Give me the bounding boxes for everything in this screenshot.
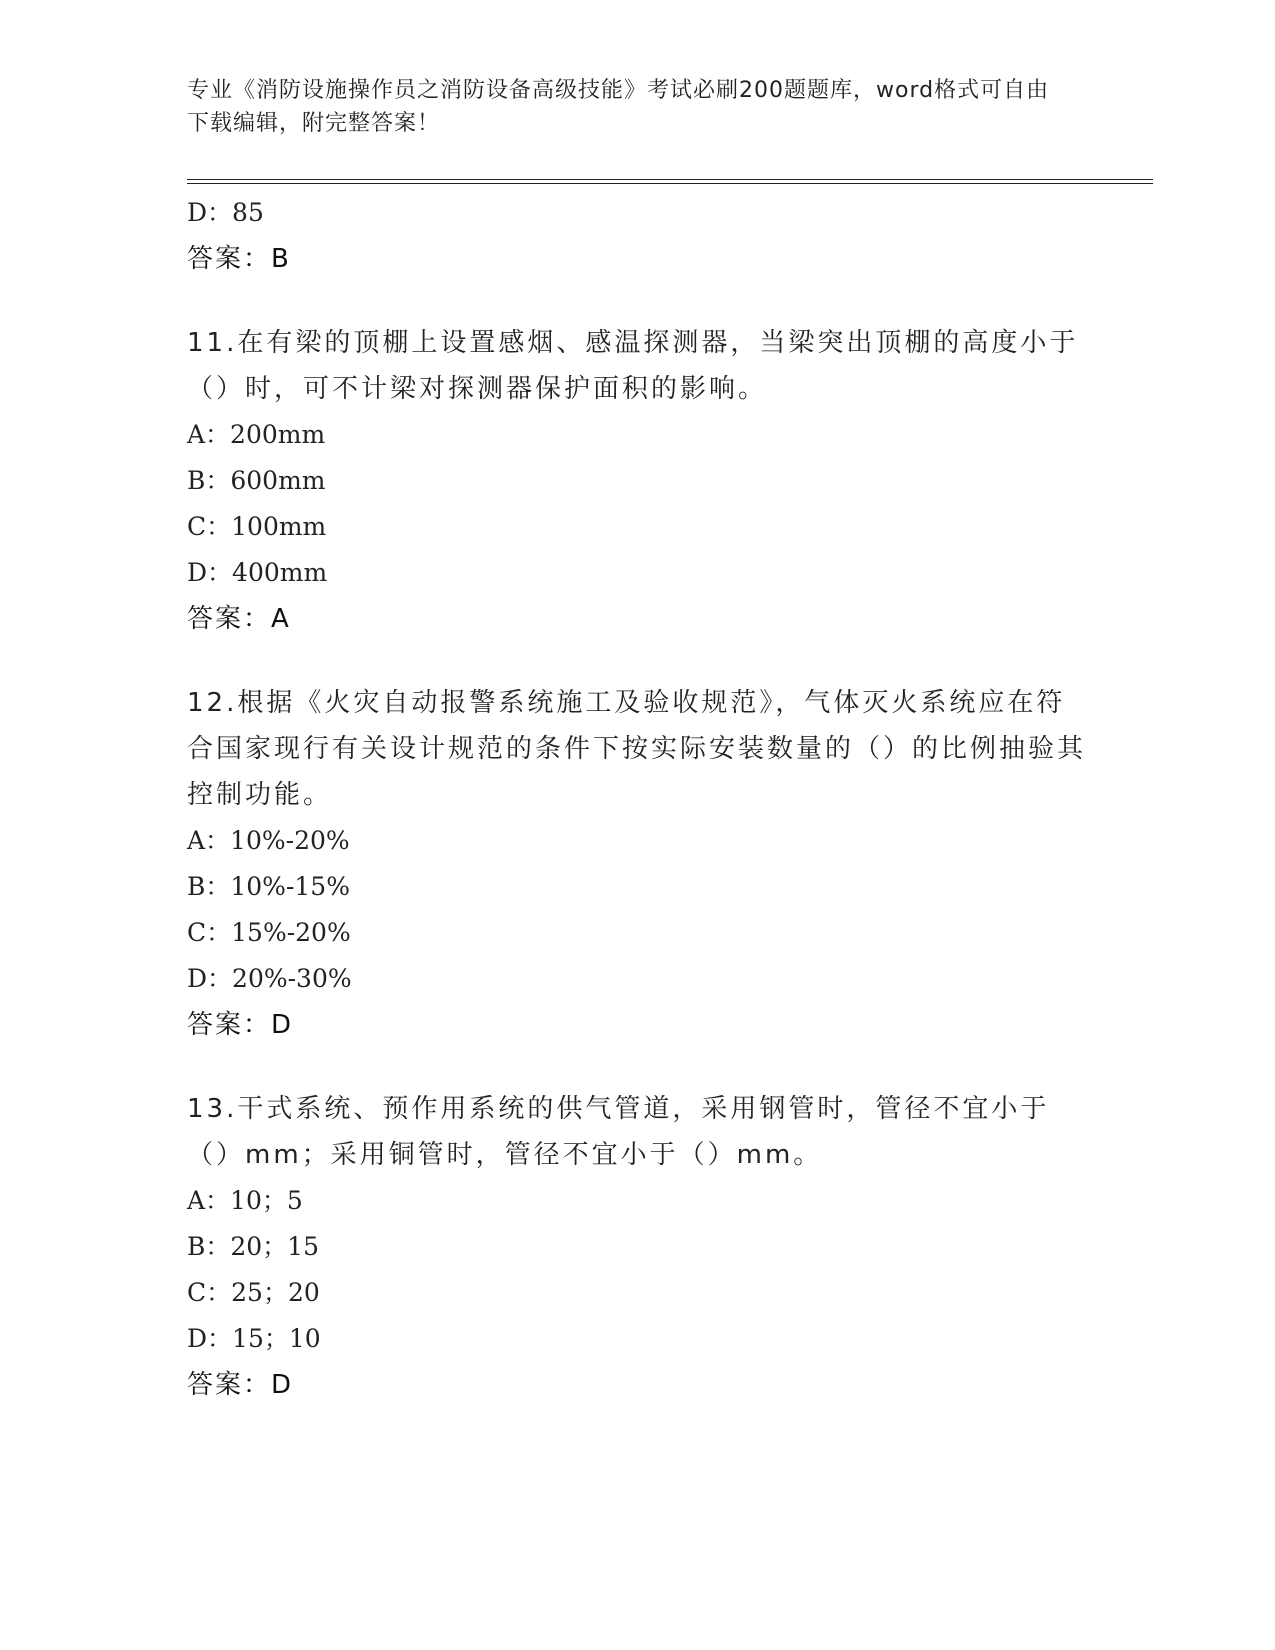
option-d: D：400mm [187,558,328,587]
question-text: 13.干式系统、预作用系统的供气管道，采用钢管时，管径不宜小于（）mm；采用铜管时，管径不宜小于（）mm。 [187,1094,1050,1170]
answer: 答案：D [187,1370,294,1400]
question-13 [187,1086,1087,1408]
option-a: A：10；5 [187,1186,303,1215]
answer: 答案：A [187,604,291,634]
option-c: C：15%-20% [187,918,351,947]
option-a: A：200mm [187,420,326,449]
answer: 答案：D [187,1010,294,1040]
question-11 [187,320,1087,642]
question-text: 12.根据《火灾自动报警系统施工及验收规范》，气体灭火系统应在符合国家现行有关设计规范的条件下按实际安装数量的（）的比例抽验其控制功能。 [187,688,1087,810]
option-b: B：20；15 [187,1232,319,1261]
header-rule-bottom [187,183,1153,184]
question-text: 11.在有梁的顶棚上设置感烟、感温探测器，当梁突出顶棚的高度小于（）时，可不计梁对探测器保护面积的影响。 [187,328,1079,404]
option-b: B：600mm [187,466,326,495]
answer-prev: 答案：B [187,244,291,274]
option-d-prev: D：85 [187,198,264,227]
option-c: C：25；20 [187,1278,320,1307]
option-a: A：10%-20% [187,826,350,855]
header-rule-top [187,179,1153,180]
option-d: D：20%-30% [187,964,352,993]
option-b: B：10%-15% [187,872,350,901]
document-header: 专业《消防设施操作员之消防设备高级技能》考试必刷200题题库，word格式可自由下载编辑，附完整答案！ [187,78,1050,136]
document-body [187,190,1087,1408]
question-12 [187,680,1087,1048]
option-c: C：100mm [187,512,327,541]
option-d: D：15；10 [187,1324,321,1353]
